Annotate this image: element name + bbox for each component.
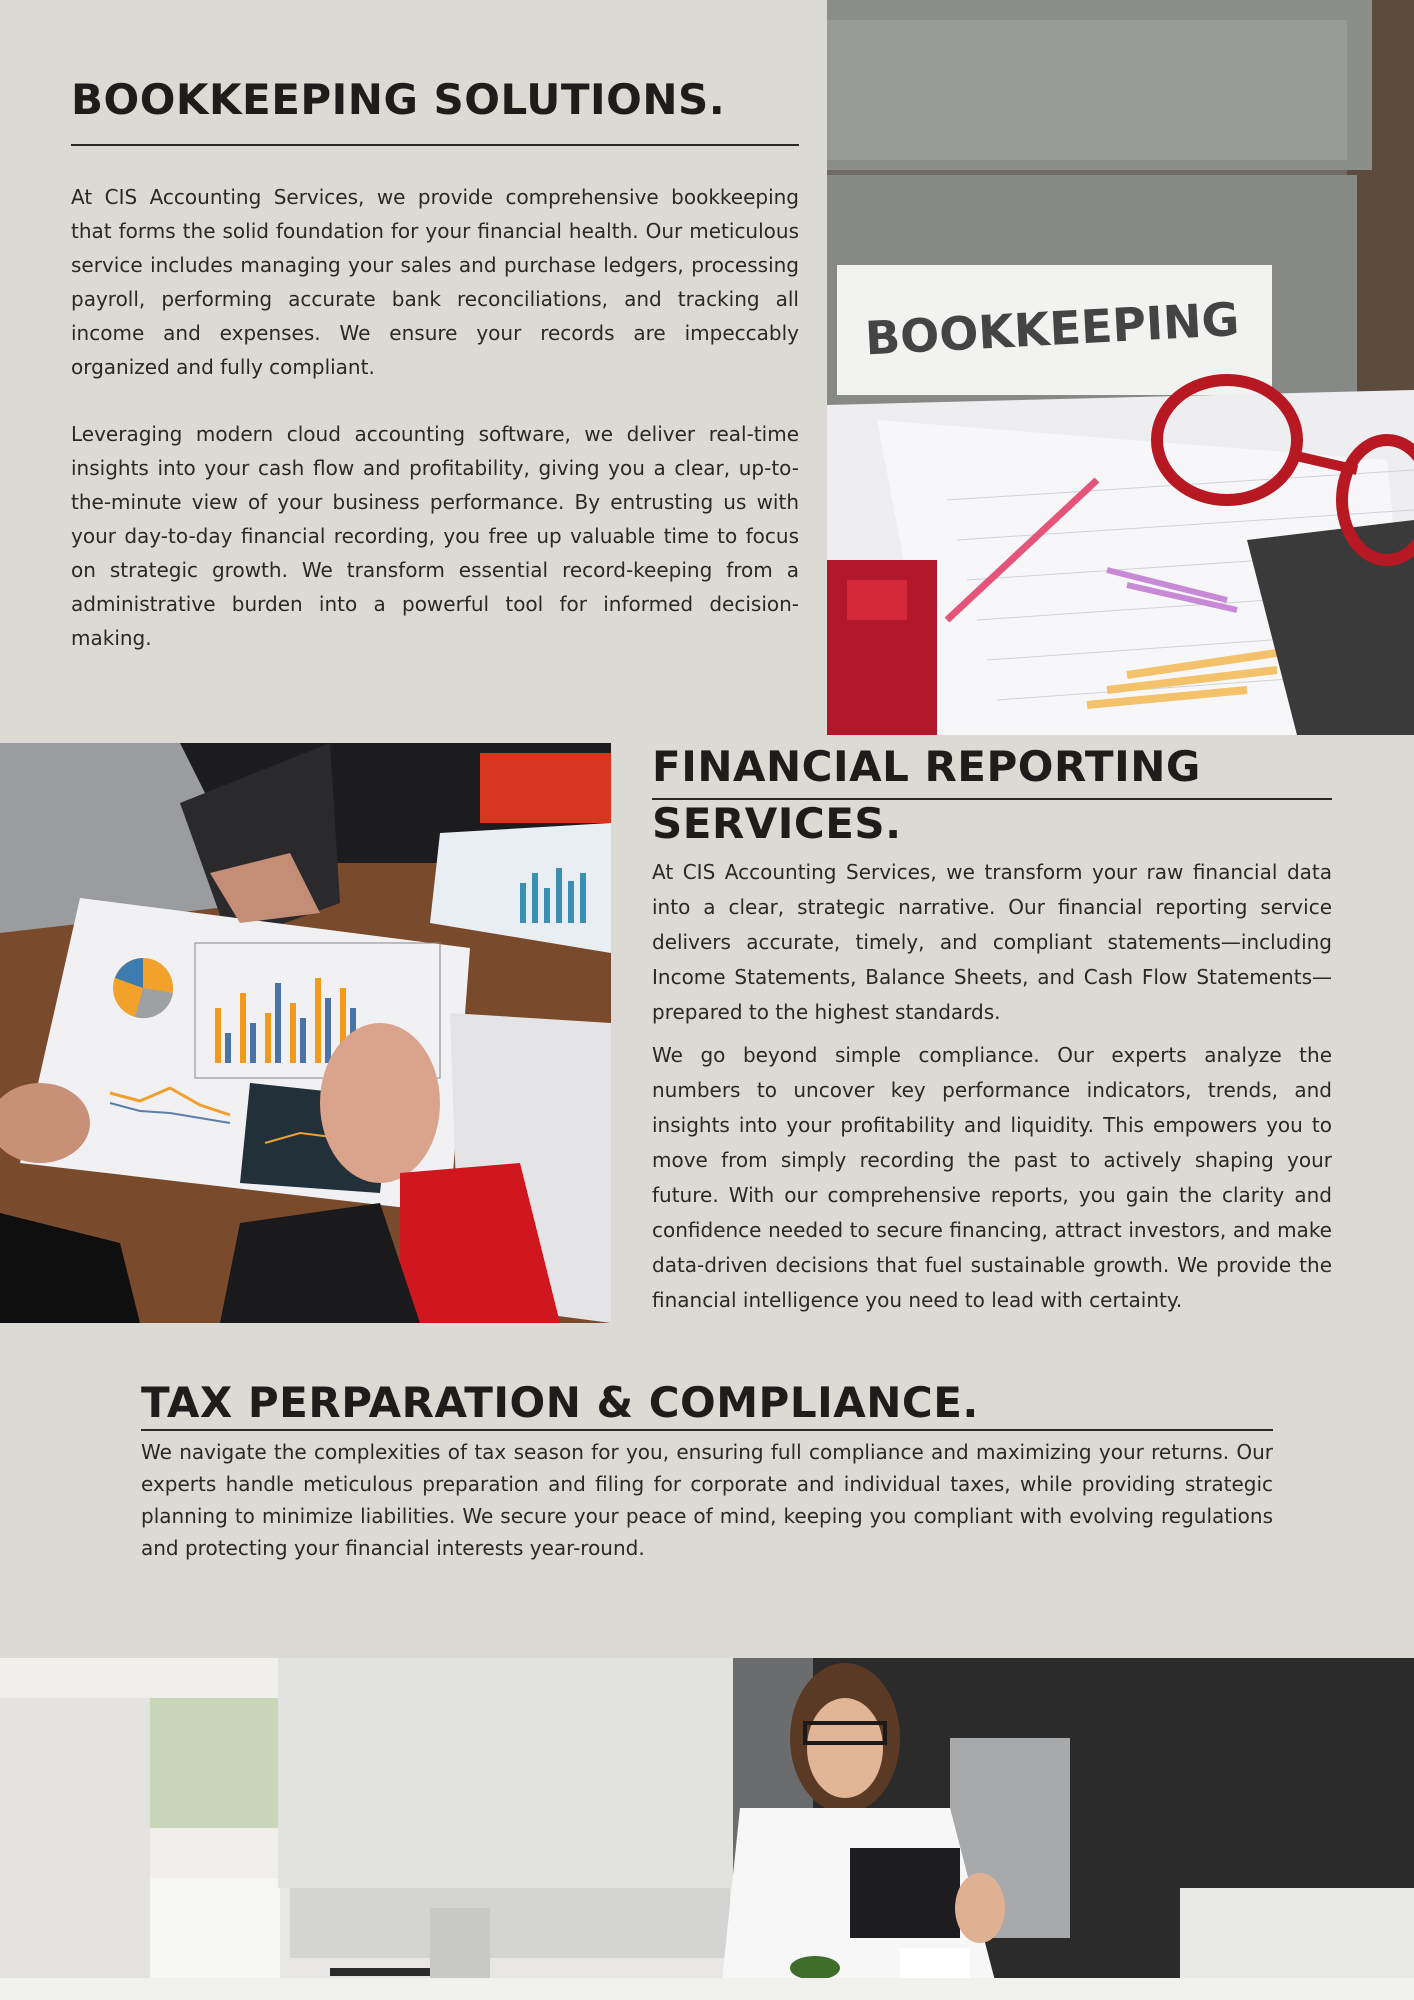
bookkeeping-title-rule (71, 144, 799, 146)
tax-office-photo (0, 1658, 1414, 2000)
bookkeeping-title: BOOKKEEPING SOLUTIONS. (71, 75, 726, 124)
reporting-paragraph-1: At CIS Accounting Services, we transform your raw financial data into a clear, strategic narrative. Our financial reporting service delivers accurate, timely, and compliant statements—including Income Statements, Balance Sheets, and Cash Flow Statements—prepared to the highest standards. (652, 860, 1332, 1024)
tax-title-rule (141, 1429, 1273, 1431)
reporting-paragraph-2: We go beyond simple compliance. Our experts analyze the numbers to uncover key performance indicators, trends, and insights into your profitability and liquidity. This empowers you to move from simply recording the past to actively shaping your future. With our comprehensive reports, you gain the clarity and confidence needed to secure financing, attract investors, and make data-driven decisions that fuel sustainable growth. We provide the financial intelligence you need to lead with certainty. (652, 1043, 1332, 1312)
binder-label-text: BOOKKEEPING (863, 291, 1241, 366)
reporting-title-line-1: FINANCIAL REPORTING (652, 742, 1201, 791)
financial-charts-photo (0, 743, 611, 1323)
bookkeeping-binder-photo (827, 0, 1414, 735)
bookkeeping-paragraph-2: Leveraging modern cloud accounting software, we deliver real-time insights into your cash flow and profitability, giving you a clear, up-to-the-minute view of your business performance. By entrusting us with your day-to-day financial recording, you free up valuable time to focus on strategic growth. We transform essential record-keeping from a administrative burden into a powerful tool for informed decision-making. (71, 422, 799, 650)
reporting-title-line-2: SERVICES. (652, 799, 902, 848)
bookkeeping-paragraph-1: At CIS Accounting Services, we provide comprehensive bookkeeping that forms the solid foundation for your financial health. Our meticulous service includes managing your sales and purchase ledgers, processing payroll, performing accurate bank reconciliations, and tracking all income and expenses. We ensure your records are impeccably organized and fully compliant. (71, 185, 799, 379)
tax-paragraph: We navigate the complexities of tax season for you, ensuring full compliance and maximizing your returns. Our experts handle meticulous preparation and filing for corporate and individual taxes, while providing strategic planning to minimize liabilities. We secure your peace of mind, keeping you compliant with evolving regulations and protecting your financial interests year-round. (141, 1440, 1273, 1560)
tax-title: TAX PERPARATION & COMPLIANCE. (141, 1378, 979, 1427)
